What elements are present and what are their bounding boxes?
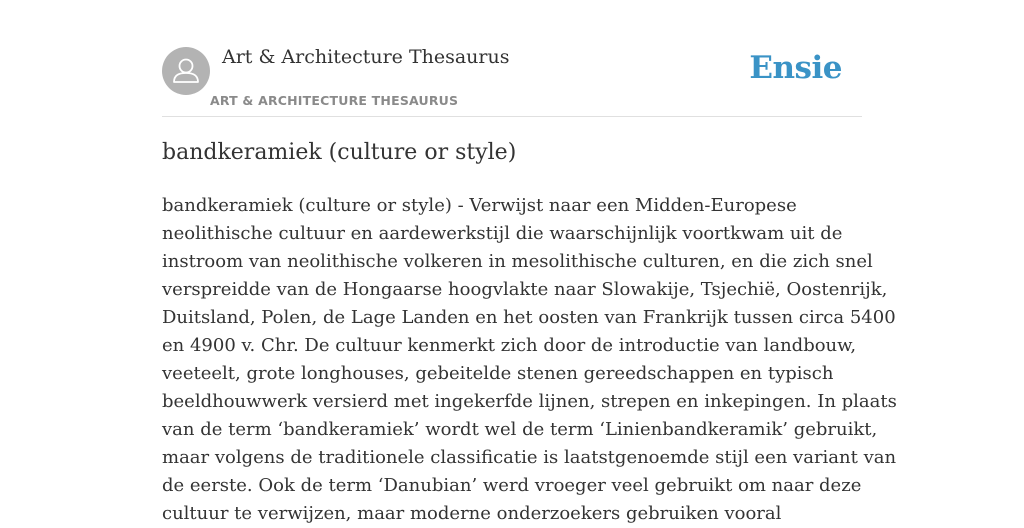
body-line: bandkeramiek (culture or style) - Verwijst naar een Midden-Europese xyxy=(162,195,797,216)
body-line: en 4900 v. Chr. De cultuur kenmerkt zich door de introductie van landbouw, xyxy=(162,335,857,356)
avatar[interactable] xyxy=(162,47,210,95)
user-icon xyxy=(162,47,210,95)
brand-logo[interactable]: Ensie xyxy=(749,50,842,86)
body-line: Duitsland, Polen, de Lage Landen en het oosten van Frankrijk tussen circa 5400 xyxy=(162,307,896,328)
body-line: neolithische cultuur en aardewerkstijl die waarschijnlijk voortkwam uit de xyxy=(162,223,843,244)
author-name[interactable]: Art & Architecture Thesaurus xyxy=(222,46,510,68)
page-header xyxy=(162,46,862,117)
article-body xyxy=(162,192,897,528)
body-line: de eerste. Ook de term ‘Danubian’ werd vroeger veel gebruikt om naar deze xyxy=(162,475,862,496)
body-line: maar volgens de traditionele classificatie is laatstgenoemde stijl een variant van xyxy=(162,447,897,468)
page-title: bandkeramiek (culture or style) xyxy=(162,140,517,165)
body-line: instroom van neolithische volkeren in mesolithische culturen, en die zich snel xyxy=(162,251,873,272)
author-subtitle[interactable]: ART & ARCHITECTURE THESAURUS xyxy=(210,93,459,108)
body-line: van de term ‘bandkeramiek’ wordt wel de term ‘Linienbandkeramik’ gebruikt, xyxy=(162,419,878,440)
body-line: verspreidde van de Hongaarse hoogvlakte naar Slowakije, Tsjechië, Oostenrijk, xyxy=(162,279,888,300)
body-line: veeteelt, grote longhouses, gebeitelde stenen gereedschappen en typisch xyxy=(162,363,834,384)
body-line: cultuur te verwijzen, maar moderne onderzoekers gebruiken vooral xyxy=(162,503,782,524)
body-line: beeldhouwwerk versierd met ingekerfde lijnen, strepen en inkepingen. In plaats xyxy=(162,391,897,412)
